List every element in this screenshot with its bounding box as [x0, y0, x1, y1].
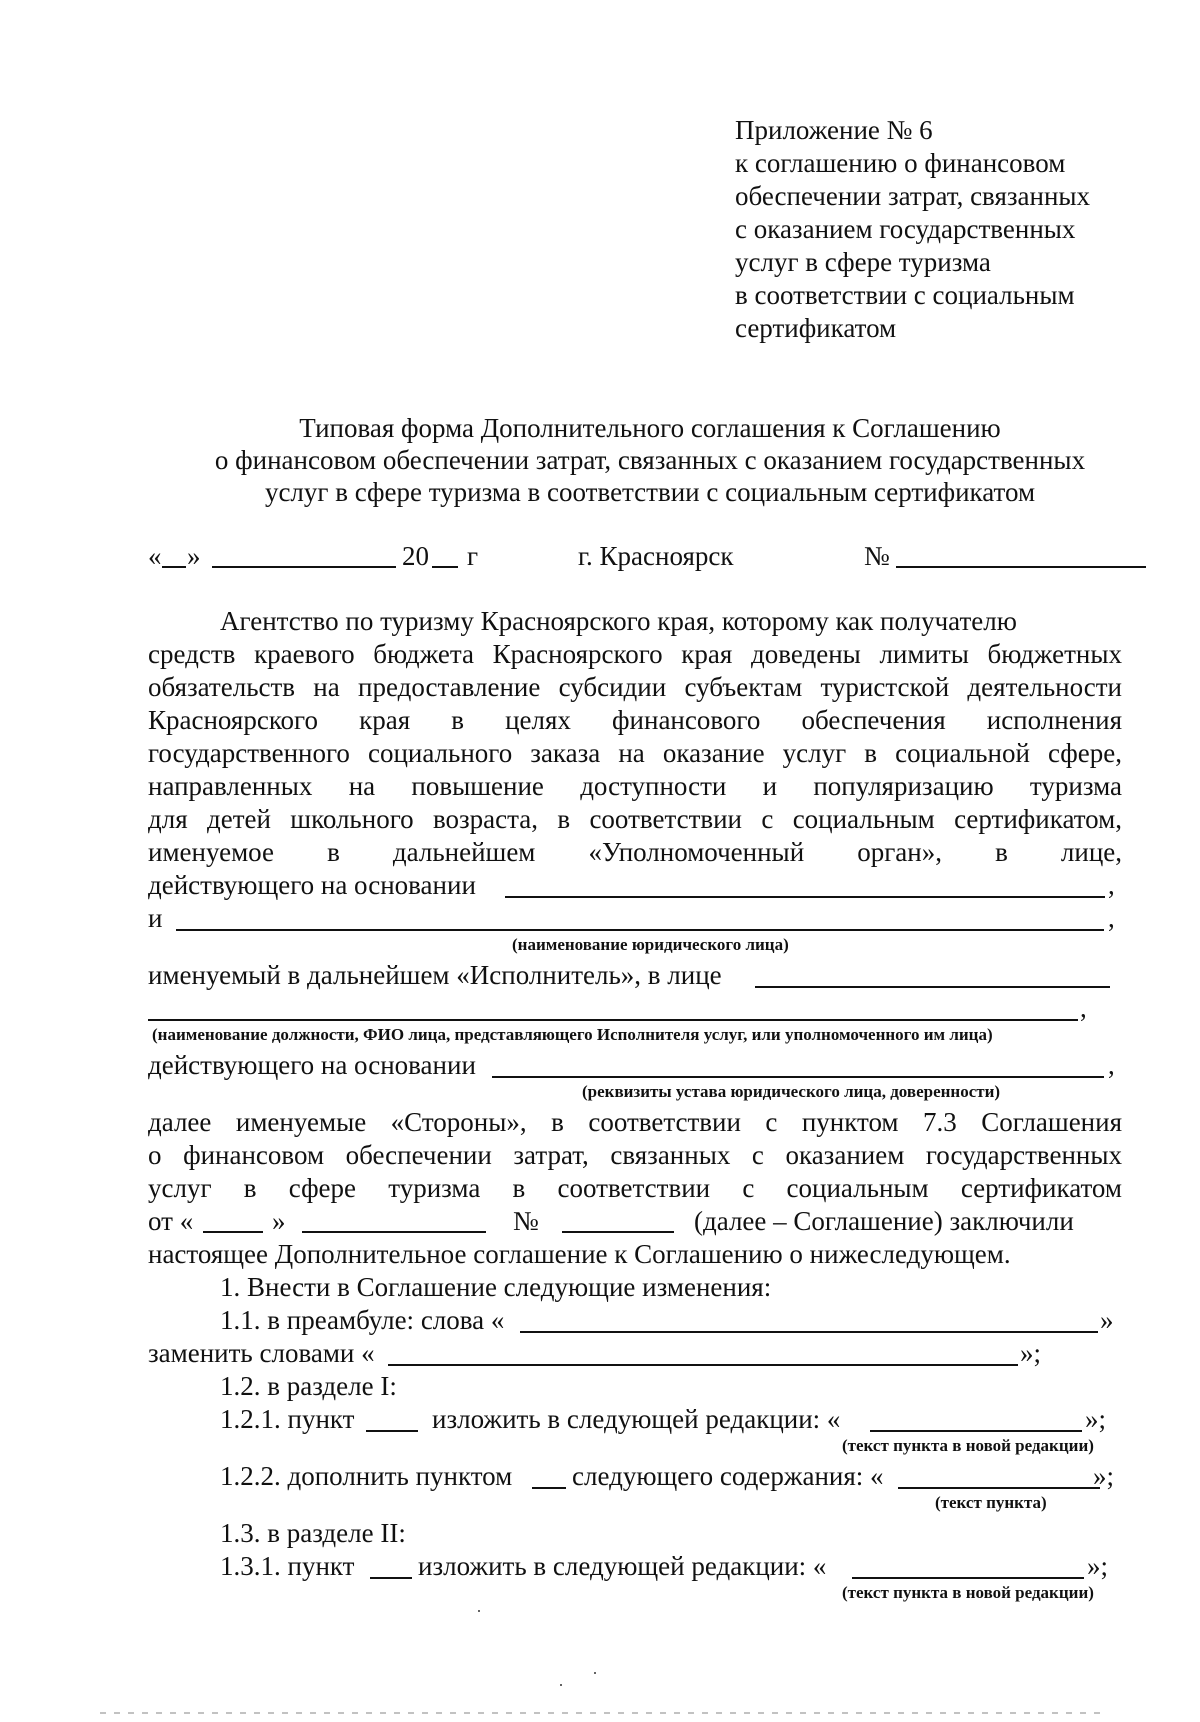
item-1-3: 1.3. в разделе II:	[220, 1518, 406, 1548]
closing-line: настоящее Дополнительное соглашение к Соглашению о нижеследующем.	[148, 1239, 1011, 1269]
contractor-line: именуемый в дальнейшем «Исполнитель», в лице	[148, 960, 722, 990]
appendix-line: сертификатом	[735, 313, 897, 343]
comma: ,	[1108, 903, 1115, 933]
year-blank[interactable]	[432, 566, 458, 568]
document-title-line: Типовая форма Дополнительного соглашения к Соглашению	[299, 413, 1001, 443]
acting-basis-label: действующего на основании	[148, 870, 476, 900]
item-1-1-close: »	[1100, 1305, 1114, 1335]
intro-line: средств краевого бюджета Красноярского края доведены лимиты бюджетных	[148, 639, 1122, 669]
year-prefix: 20	[402, 541, 429, 571]
date-close-quote: »	[187, 541, 201, 571]
from-label: от «	[148, 1206, 194, 1236]
legal-entity-blank[interactable]	[176, 929, 1104, 931]
parties-line: услуг в сфере туризма в соответствии с социальным сертификатом	[148, 1173, 1122, 1203]
old-words-blank[interactable]	[520, 1331, 1098, 1333]
replace-label: заменить словами «	[148, 1338, 375, 1368]
added-point-text-blank[interactable]	[898, 1487, 1100, 1489]
item-1-2-2-b: следующего содержания: «	[572, 1461, 884, 1491]
city-name: г. Красноярск	[578, 541, 734, 571]
section2-point-number-blank[interactable]	[370, 1577, 412, 1579]
parties-line: далее именуемые «Стороны», в соответствии с пунктом 7.3 Соглашения	[148, 1107, 1122, 1137]
document-title-line: о финансовом обеспечении затрат, связанных с оказанием государственных	[214, 445, 1086, 475]
added-point-number-blank[interactable]	[532, 1487, 566, 1489]
scan-edge-artifact	[100, 1712, 1100, 1714]
item-1-2-1-a: 1.2.1. пункт	[220, 1404, 355, 1434]
caption-new-text: (текст пункта в новой редакции)	[842, 1436, 1094, 1455]
caption-legal-entity: (наименование юридического лица)	[512, 935, 789, 954]
caption-point-text: (текст пункта)	[935, 1493, 1047, 1512]
appendix-line: к соглашению о финансовом	[735, 148, 1066, 178]
from-rest: (далее – Соглашение) заключили	[694, 1206, 1074, 1236]
intro-line: направленных на повышение доступности и популяризацию туризма	[148, 771, 1122, 801]
item-1-3-1-b: изложить в следующей редакции: «	[418, 1551, 827, 1581]
item-1-2-2-close: »;	[1093, 1461, 1115, 1491]
appendix-line: обеспечении затрат, связанных	[735, 181, 1091, 211]
caption-position: (наименование должности, ФИО лица, представляющего Исполнителя услуг, или уполномоченного им лица)	[152, 1025, 993, 1044]
item-1-3-1-close: »;	[1087, 1551, 1109, 1581]
agreement-day-blank[interactable]	[203, 1231, 263, 1233]
appendix-block	[735, 114, 1090, 345]
document-number-blank[interactable]	[896, 566, 1146, 568]
scan-speck	[560, 1684, 562, 1686]
authority-basis-blank[interactable]	[505, 896, 1105, 898]
and-label: и	[148, 903, 163, 933]
comma: ,	[1108, 870, 1115, 900]
new-point-text-blank[interactable]	[870, 1430, 1082, 1432]
section2-new-text-blank[interactable]	[852, 1577, 1084, 1579]
contractor-representative-blank[interactable]	[755, 986, 1110, 988]
item-1-2-1-b: изложить в следующей редакции: «	[432, 1404, 841, 1434]
acting-basis-label-2: действующего на основании	[148, 1050, 476, 1080]
comma: ,	[1080, 993, 1087, 1023]
number-sign: №	[864, 541, 890, 571]
agreement-number-blank[interactable]	[562, 1231, 674, 1233]
appendix-line: услуг в сфере туризма	[735, 247, 991, 277]
agreement-number-sign: №	[513, 1206, 539, 1236]
item-1: 1. Внести в Соглашение следующие изменения:	[220, 1272, 772, 1302]
item-1-3-1-a: 1.3.1. пункт	[220, 1551, 355, 1581]
document-title-line: услуг в сфере туризма в соответствии с социальным сертификатом	[264, 477, 1036, 507]
scan-speck	[594, 1672, 596, 1674]
contractor-representative-blank-2[interactable]	[148, 1019, 1078, 1021]
scan-speck	[478, 1610, 480, 1612]
comma: ,	[1108, 1050, 1115, 1080]
from-close-quote: »	[272, 1206, 286, 1236]
intro-line: Агентство по туризму Красноярского края, которому как получателю	[220, 606, 1017, 636]
intro-line: именуемое в дальнейшем «Уполномоченный орган», в лице,	[148, 837, 1122, 867]
appendix-line: в соответствии с социальным	[735, 280, 1075, 310]
intro-line: государственного социального заказа на оказание услуг в социальной сфере,	[148, 738, 1122, 768]
day-blank[interactable]	[162, 566, 186, 568]
caption-charter: (реквизиты устава юридического лица, доверенности)	[582, 1082, 1001, 1101]
appendix-line: с оказанием государственных	[735, 214, 1076, 244]
point-number-blank[interactable]	[366, 1430, 418, 1432]
appendix-line: Приложение № 6	[735, 115, 933, 145]
intro-line: для детей школьного возраста, в соответствии с социальным сертификатом,	[148, 804, 1122, 834]
year-suffix: г	[467, 541, 479, 571]
new-words-blank[interactable]	[388, 1364, 1018, 1366]
item-1-2-1-close: »;	[1085, 1404, 1107, 1434]
agreement-date-blank[interactable]	[302, 1231, 486, 1233]
parties-line: о финансовом обеспечении затрат, связанных с оказанием государственных	[148, 1140, 1122, 1170]
intro-line: обязательств на предоставление субсидии субъектам туристской деятельности	[148, 672, 1122, 702]
month-blank[interactable]	[212, 566, 396, 568]
date-open-quote: «	[148, 541, 162, 571]
item-1-2-2-a: 1.2.2. дополнить пунктом	[220, 1461, 513, 1491]
item-1-2: 1.2. в разделе I:	[220, 1371, 397, 1401]
item-1-1: 1.1. в преамбуле: слова «	[220, 1305, 505, 1335]
caption-new-text-2: (текст пункта в новой редакции)	[842, 1583, 1094, 1602]
intro-line: Красноярского края в целях финансового обеспечения исполнения	[148, 705, 1122, 735]
contractor-basis-blank[interactable]	[492, 1076, 1104, 1078]
replace-close: »;	[1020, 1338, 1042, 1368]
